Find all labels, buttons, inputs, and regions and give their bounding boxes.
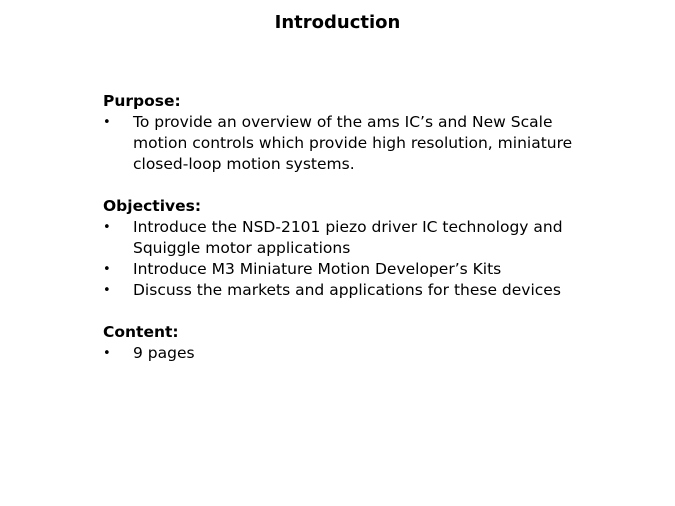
purpose-heading: Purpose: (103, 92, 181, 110)
bullet-icon: • (103, 262, 111, 277)
bullet-icon: • (103, 220, 111, 235)
list-item-text: Introduce the NSD-2101 piezo driver IC technology and Squiggle motor applications (133, 218, 563, 257)
list-item-text: Introduce M3 Miniature Motion Developer’s Kits (133, 260, 502, 278)
purpose-section (103, 91, 573, 175)
list-item (103, 259, 573, 280)
list-item (103, 112, 573, 175)
content-section (103, 322, 573, 364)
list-item-text: To provide an overview of the ams IC’s and New Scale motion controls which provide high resolution, miniature closed-loop motion systems. (133, 113, 573, 173)
objectives-list (103, 217, 573, 301)
bullet-icon: • (103, 115, 111, 130)
slide-title: Introduction (274, 12, 401, 33)
list-item-text: Discuss the markets and applications for these devices (133, 281, 561, 299)
list-item (103, 343, 573, 364)
objectives-heading: Objectives: (103, 197, 202, 215)
slide-body (103, 91, 573, 385)
content-list (103, 343, 573, 364)
objectives-section (103, 196, 573, 301)
content-heading: Content: (103, 323, 179, 341)
list-item-text: 9 pages (133, 344, 195, 362)
list-item (103, 280, 573, 301)
bullet-icon: • (103, 346, 111, 361)
purpose-list (103, 112, 573, 175)
bullet-icon: • (103, 283, 111, 298)
list-item (103, 217, 573, 259)
